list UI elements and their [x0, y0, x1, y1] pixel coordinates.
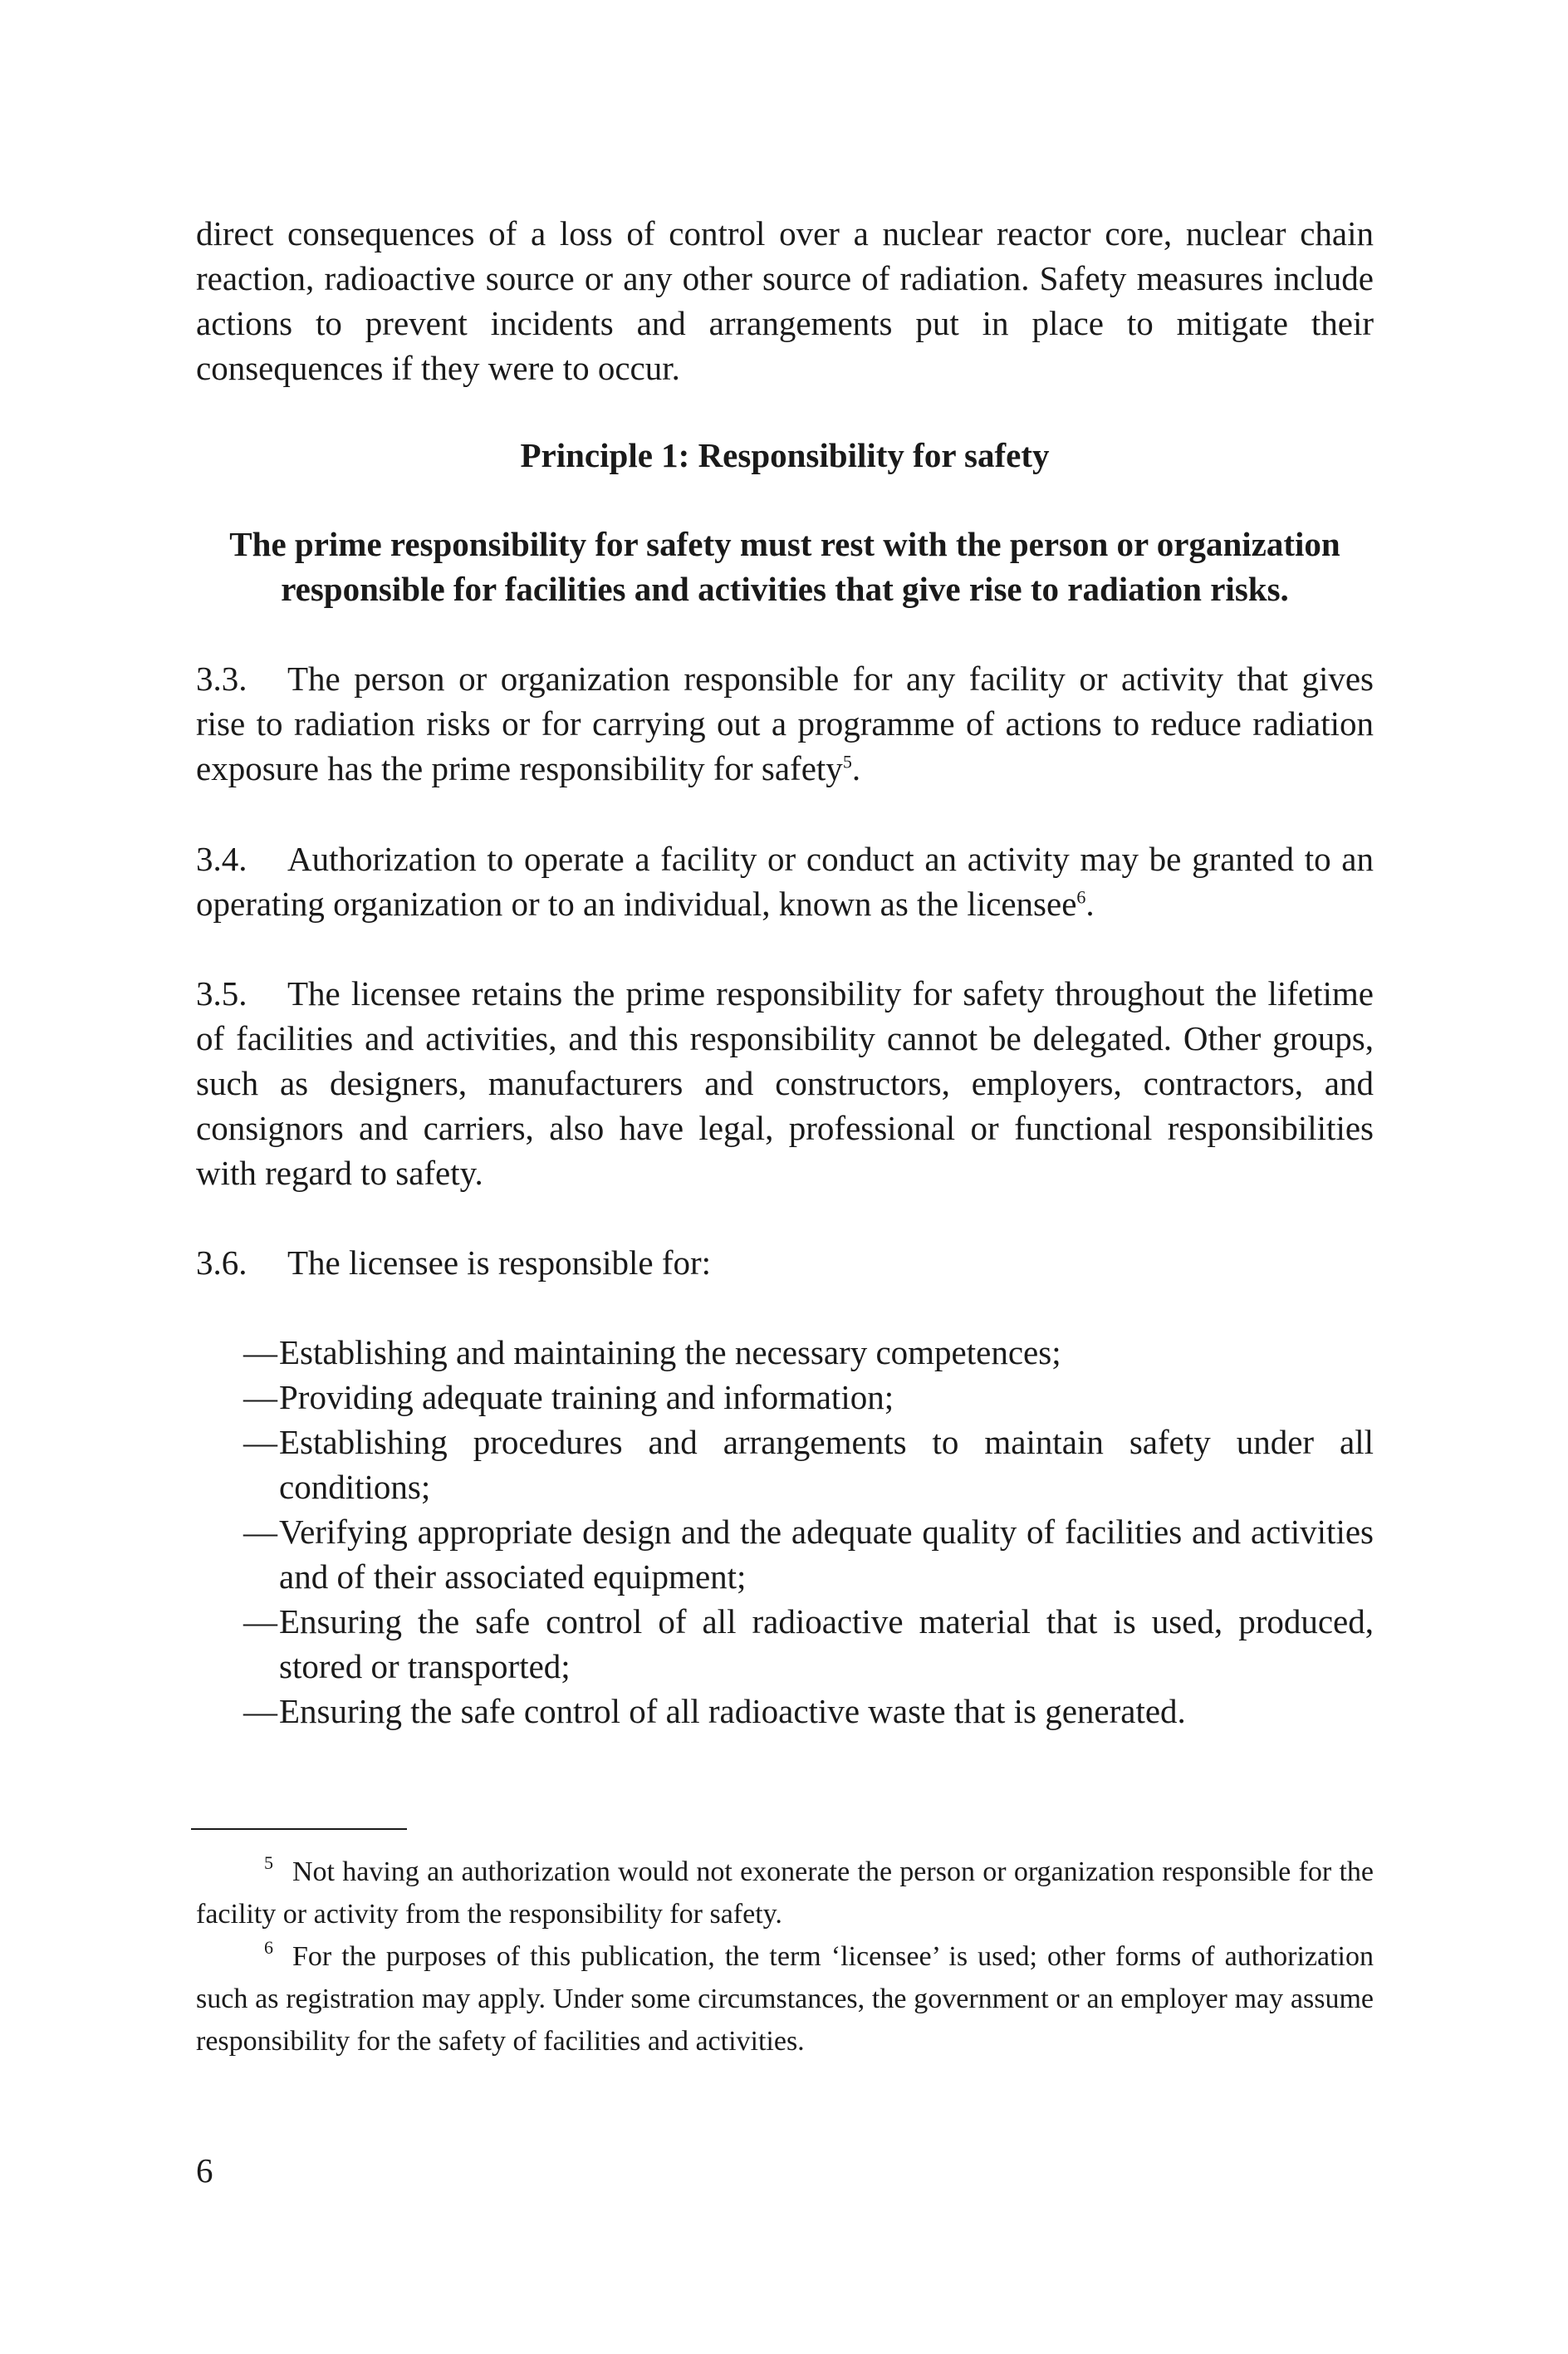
dash-bullet-icon: — [243, 1423, 277, 1461]
dash-bullet-icon: — [243, 1513, 277, 1551]
list-item [196, 1509, 1374, 1599]
footnote-text: For the purposes of this publication, the term ‘licensee’ is used; other forms of authorization such as registration may apply. Under some circumstances, the government or an employer may assume responsibility for the safety of facilities and activities. [196, 1941, 1374, 2057]
responsibility-list [196, 1330, 1374, 1734]
paragraph-3-6 [196, 1240, 711, 1285]
dash-bullet-icon: — [243, 1333, 277, 1371]
dash-bullet-icon: — [243, 1692, 277, 1730]
list-item-text: Establishing procedures and arrangements to maintain safety under all conditions; [279, 1423, 1374, 1506]
paragraph-end: . [851, 749, 861, 787]
paragraph-number: 3.3. [196, 660, 247, 698]
paragraph-3-3 [196, 656, 1374, 791]
footnote-text: Not having an authorization would not exonerate the person or organization responsible for the facility or activity from the responsibility for safety. [196, 1856, 1374, 1930]
footnote-mark: 5 [264, 1852, 273, 1873]
paragraph-3-4 [196, 836, 1374, 926]
list-item-text: Ensuring the safe control of all radioactive waste that is generated. [279, 1692, 1186, 1730]
list-item [196, 1330, 1374, 1375]
page-number: 6 [196, 2151, 213, 2190]
footnotes [196, 1851, 1374, 2062]
intro-paragraph: direct consequences of a loss of control over a nuclear reactor core, nuclear chain reaction, radioactive source or any other source of radiation. Safety measures include actions to prevent incidents and arrangements put in place to mitigate their consequences if they were to occur. [196, 214, 1374, 387]
paragraph-text: The licensee retains the prime responsibility for safety throughout the lifetime of facilities and activities, and this responsibility cannot be delegated. Other groups, such as designers, manufacturers and constructors, employers, contractors, and consignors and carriers, also have legal, professional or functional responsibilities with regard to safety. [196, 974, 1374, 1192]
list-item-text: Establishing and maintaining the necessary competences; [279, 1333, 1061, 1371]
dash-bullet-icon: — [243, 1378, 277, 1416]
principle-title: Principle 1: Responsibility for safety [520, 436, 1050, 474]
paragraph-3-5 [196, 971, 1374, 1195]
footnote-reference[interactable]: 6 [1076, 886, 1086, 908]
footnote-5 [196, 1851, 1374, 1935]
paragraph-text: The person or organization responsible for any facility or activity that gives rise to radiation risks or for carrying out a programme of actions to reduce radiation exposure has the prime responsibility for safety [196, 660, 1374, 787]
list-item-text: Ensuring the safe control of all radioactive material that is used, produced, stored or transported; [279, 1602, 1374, 1685]
footnote-reference[interactable]: 5 [842, 751, 852, 772]
list-item-text: Providing adequate training and information; [279, 1378, 894, 1416]
paragraph-text: The licensee is responsible for: [287, 1243, 712, 1282]
list-item [196, 1420, 1374, 1509]
list-item [196, 1689, 1374, 1734]
footnote-separator [191, 1828, 407, 1830]
footnote-6 [196, 1935, 1374, 2062]
principle-statement: The prime responsibility for safety must rest with the person or organization responsible for facilities and activities that give rise to radiation risks. [229, 525, 1340, 608]
list-item [196, 1375, 1374, 1420]
footnote-mark: 6 [264, 1937, 273, 1958]
dash-bullet-icon: — [243, 1602, 277, 1640]
paragraph-end: . [1085, 885, 1095, 923]
paragraph-number: 3.6. [196, 1243, 247, 1282]
paragraph-number: 3.5. [196, 974, 247, 1013]
list-item-text: Verifying appropriate design and the adequate quality of facilities and activities and of their associated equipment; [279, 1513, 1374, 1596]
paragraph-text: Authorization to operate a facility or conduct an activity may be granted to an operating organization or to an individual, known as the licensee [196, 840, 1374, 923]
list-item [196, 1599, 1374, 1689]
paragraph-number: 3.4. [196, 840, 247, 878]
